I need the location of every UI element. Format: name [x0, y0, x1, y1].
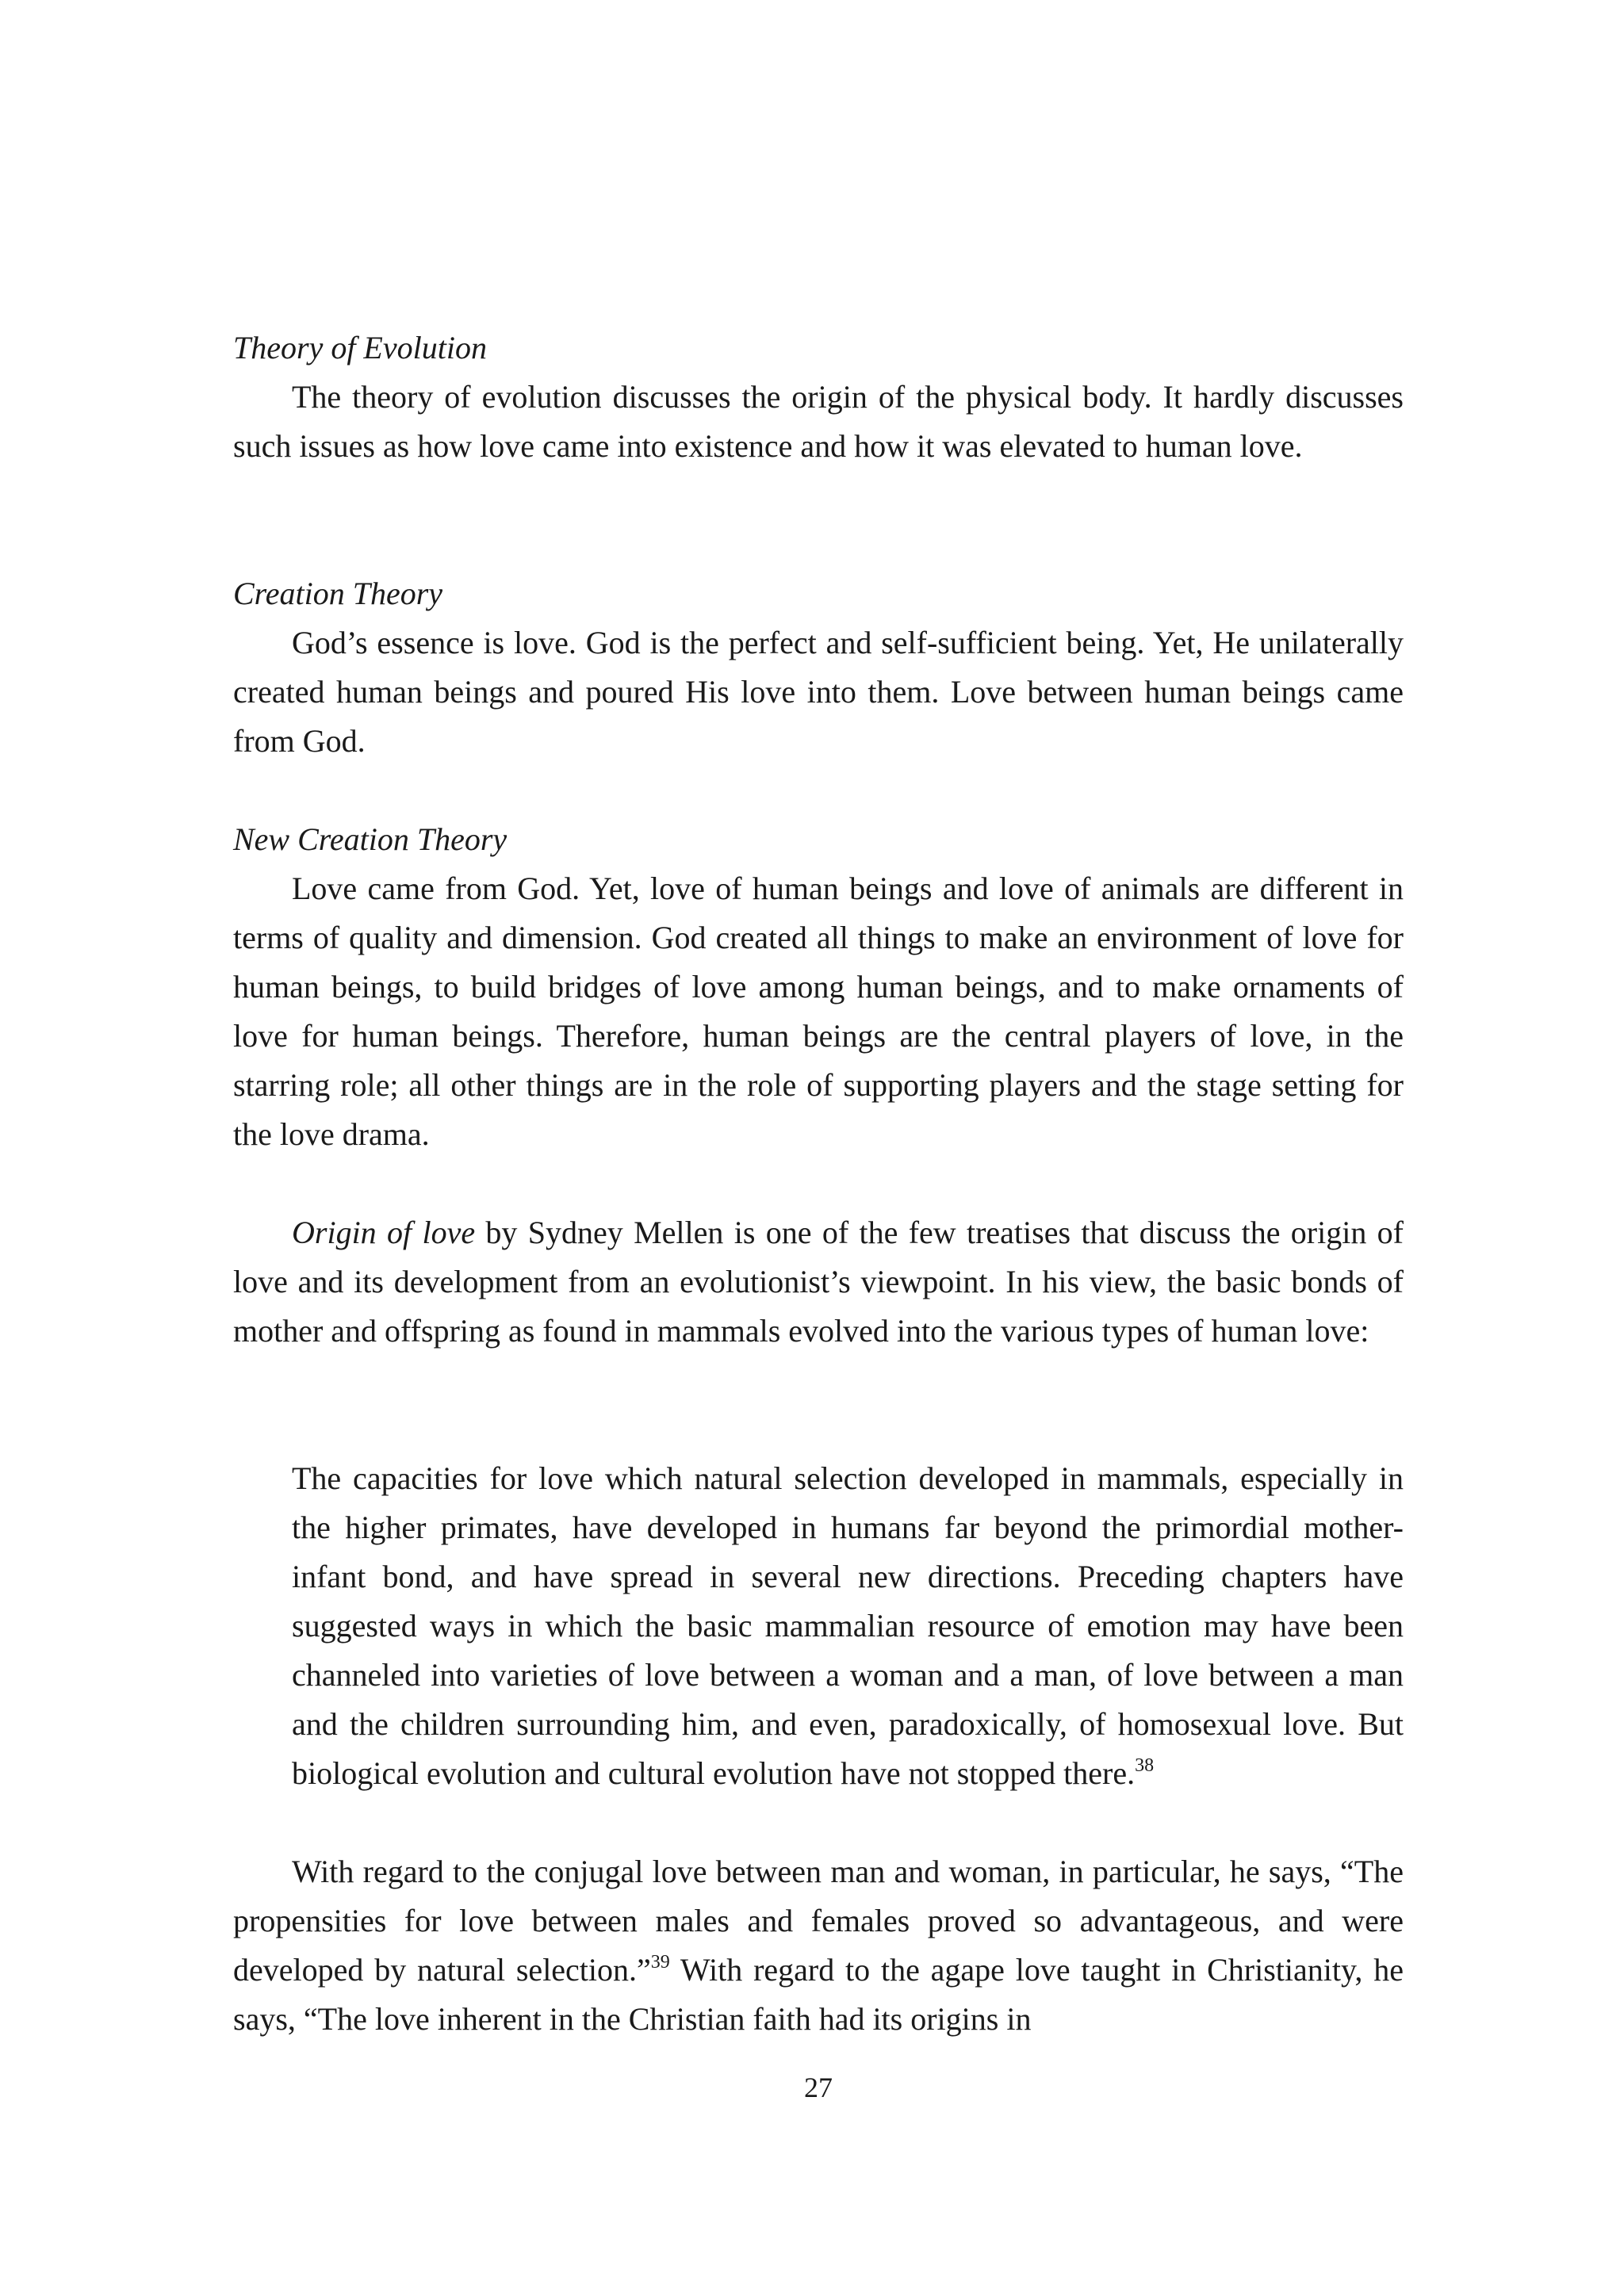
final-paragraph [233, 1847, 1404, 2044]
section-heading-evolution: Theory of Evolution [233, 330, 487, 365]
section-heading-new-creation: New Creation Theory [233, 821, 508, 857]
mellen-paragraph [233, 1208, 1404, 1356]
section-heading-creation: Creation Theory [233, 576, 443, 611]
document-page [233, 0, 1404, 2296]
final-paragraph-text-2: With regard to the agape love taught in Christianity, he says, “The love inherent in the Christian faith had its origins in [233, 1952, 1404, 2037]
section-body-new-creation: Love came from God. Yet, love of human beings and love of animals are different in terms of quality and dimension. God created all things to make an environment of love for human beings, to build bridges of love among human beings, and to make ornaments of love for human beings. Therefore, human beings are the central players of love, in the starring role; all other things are in the role of supporting players and the stage setting for the love drama. [233, 871, 1404, 1152]
section-body-evolution: The theory of evolution discusses the origin of the physical body. It hardly discusses such issues as how love came into existence and how it was elevated to human love. [233, 379, 1404, 464]
section-body-creation: God’s essence is love. God is the perfect and self-sufficient being. Yet, He unilaterally created human beings and poured His love into them. Love between human beings came from God. [233, 625, 1404, 759]
footnote-marker-38: 38 [1135, 1755, 1155, 1776]
block-quote-text: The capacities for love which natural selection developed in mammals, especially in the higher primates, have developed in humans far beyond the primordial mother-infant bond, and have spread in several new directions. Preceding chapters have suggested ways in which the basic mammalian resource of emotion may have been channeled into varieties of love between a woman and a man, of love between a man and the children surrounding him, and even, paradoxically, of homosexual love. But biological evolution and cultural evolution have not stopped there. [292, 1460, 1404, 1791]
final-paragraph-text-1: With regard to the conjugal love between man and woman, in particular, he says, “The propensities for love between males and females proved so advantageous, and were developed by natural selection.” [233, 1854, 1404, 1988]
block-quote [292, 1454, 1404, 1798]
mellen-paragraph-text: by Sydney Mellen is one of the few treatises that discuss the origin of love and its development from an evolutionist’s viewpoint. In his view, the basic bonds of mother and offspring as found in mammals evolved into the various types of human love: [233, 1215, 1404, 1349]
book-title: Origin of love [292, 1215, 476, 1250]
page-number: 27 [804, 2072, 833, 2103]
footnote-marker-39: 39 [650, 1952, 670, 1973]
